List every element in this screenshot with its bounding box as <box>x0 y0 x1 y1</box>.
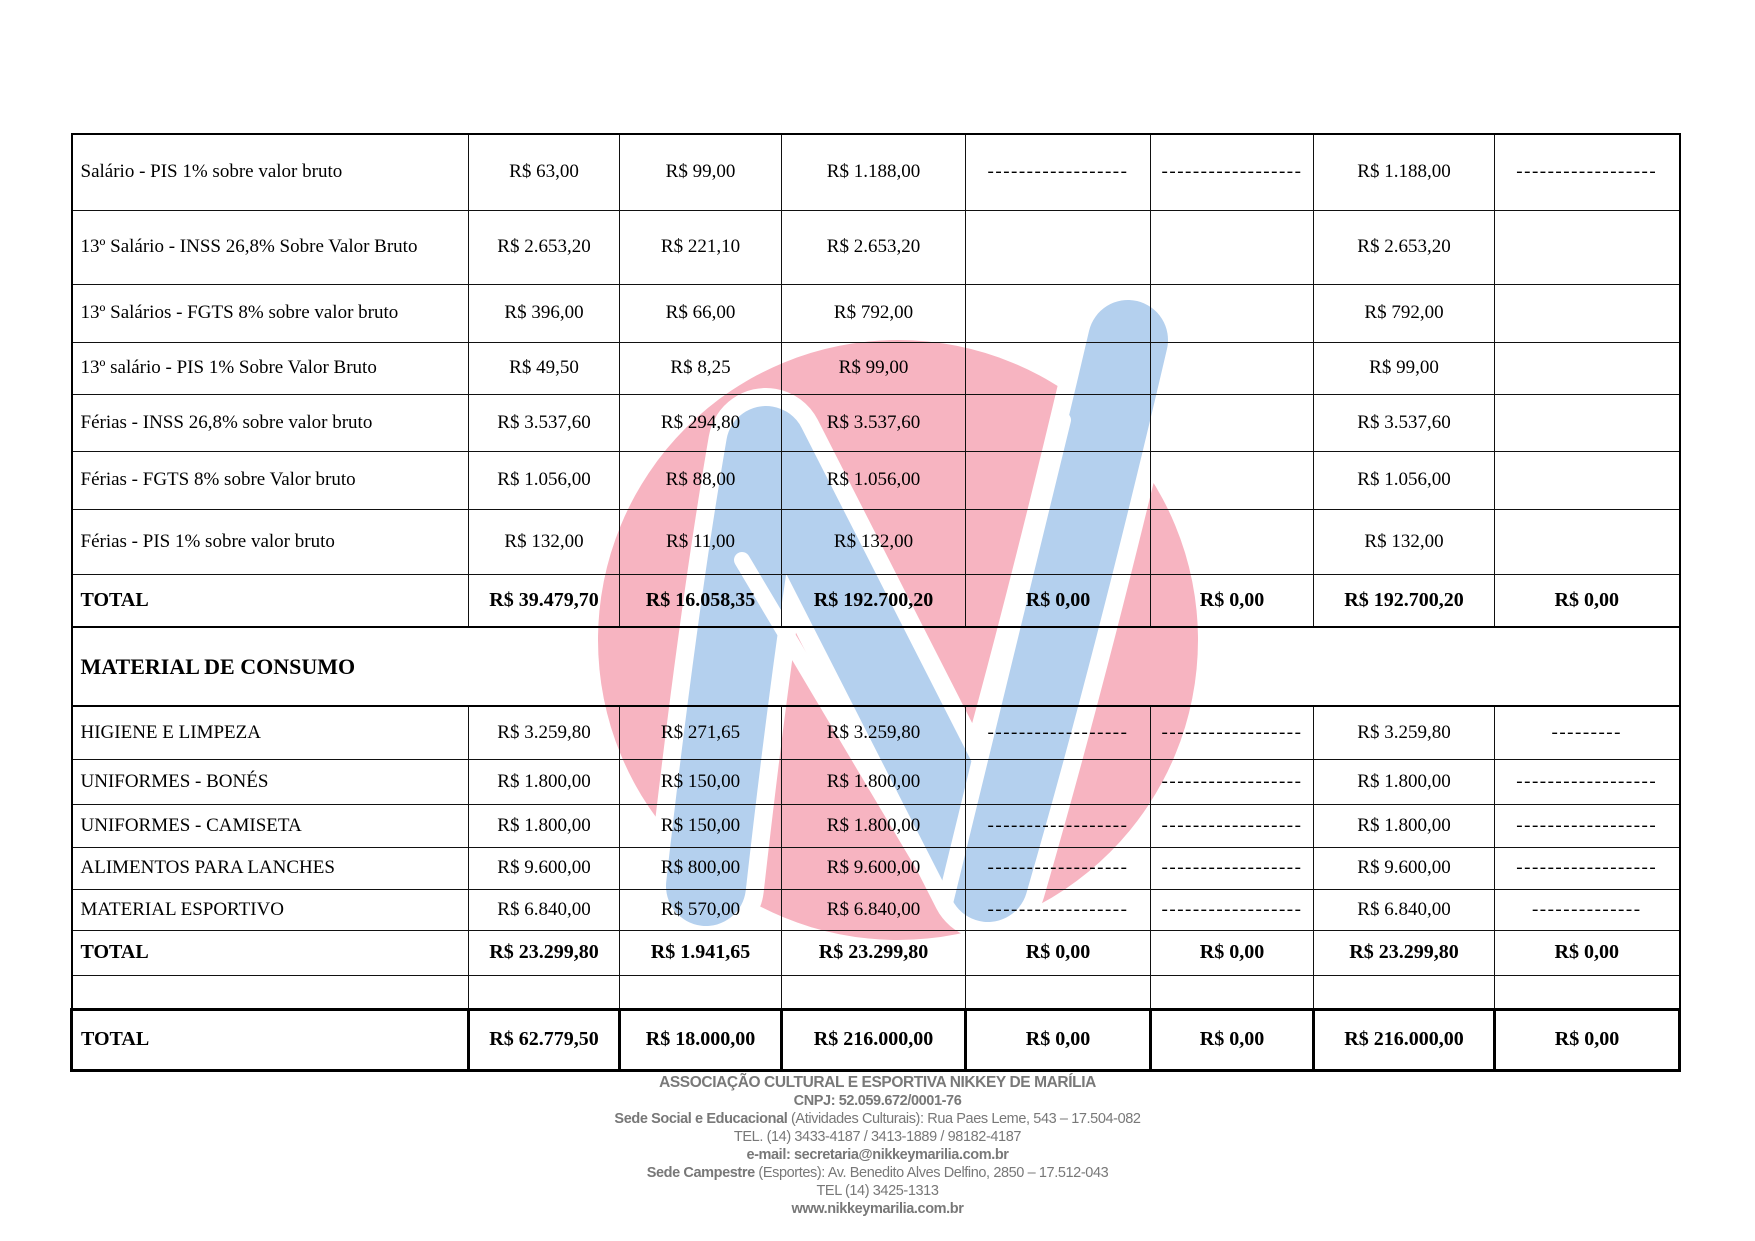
value-cell: R$ 0,00 <box>1151 1009 1314 1070</box>
value-cell: R$ 1.800,00 <box>782 759 966 804</box>
table-row <box>72 134 1680 210</box>
value-cell: R$ 216.000,00 <box>782 1009 966 1070</box>
value-cell: R$ 1.800,00 <box>1314 759 1495 804</box>
value-cell: R$ 0,00 <box>966 1009 1151 1070</box>
row-label-cell: 13º salário - PIS 1% Sobre Valor Bruto <box>72 342 469 394</box>
row-label-cell: HIGIENE E LIMPEZA <box>72 706 469 759</box>
value-cell: ------------------ <box>1495 134 1680 210</box>
value-cell: R$ 23.299,80 <box>469 930 620 975</box>
footer-text: (Atividades Culturais): Rua Paes Leme, 543 – 17.504-082 <box>787 1111 1141 1127</box>
footer-text: CNPJ: 52.059.672/0001-76 <box>793 1093 962 1109</box>
value-cell <box>469 975 620 1009</box>
value-cell <box>1495 975 1680 1009</box>
footer-text: Sede Campestre <box>646 1165 755 1181</box>
footer-text: Sede Social e Educacional <box>614 1111 788 1127</box>
value-cell: R$ 63,00 <box>469 134 620 210</box>
value-cell <box>966 210 1151 284</box>
row-label-cell: UNIFORMES - BONÉS <box>72 759 469 804</box>
value-cell <box>1151 509 1314 574</box>
value-cell: R$ 6.840,00 <box>1314 889 1495 930</box>
value-cell: R$ 0,00 <box>966 574 1151 627</box>
value-cell <box>1151 451 1314 509</box>
value-cell <box>1151 210 1314 284</box>
value-cell <box>1151 975 1314 1009</box>
value-cell: ------------------ <box>1495 804 1680 847</box>
value-cell <box>966 284 1151 342</box>
value-cell: ------------------ <box>966 804 1151 847</box>
value-cell: R$ 3.537,60 <box>782 394 966 451</box>
value-cell: ------------------ <box>1495 759 1680 804</box>
row-label-cell: ALIMENTOS PARA LANCHES <box>72 847 469 889</box>
value-cell: R$ 88,00 <box>620 451 782 509</box>
value-cell: R$ 570,00 <box>620 889 782 930</box>
value-cell <box>966 975 1151 1009</box>
value-cell: ------------------ <box>966 706 1151 759</box>
value-cell <box>1314 975 1495 1009</box>
value-cell <box>1151 394 1314 451</box>
value-cell: R$ 99,00 <box>782 342 966 394</box>
value-cell <box>1495 451 1680 509</box>
value-cell: R$ 1.941,65 <box>620 930 782 975</box>
value-cell: R$ 16.058,35 <box>620 574 782 627</box>
total-row <box>72 930 1680 975</box>
row-label-cell: Salário - PIS 1% sobre valor bruto <box>72 134 469 210</box>
value-cell: R$ 23.299,80 <box>782 930 966 975</box>
value-cell: R$ 11,00 <box>620 509 782 574</box>
value-cell: R$ 132,00 <box>782 509 966 574</box>
table-row <box>72 210 1680 284</box>
row-label-cell: TOTAL <box>72 574 469 627</box>
value-cell: ------------------ <box>1151 134 1314 210</box>
table-row <box>72 451 1680 509</box>
budget-table <box>70 133 1681 1072</box>
value-cell: R$ 1.188,00 <box>782 134 966 210</box>
value-cell <box>966 451 1151 509</box>
value-cell: R$ 1.188,00 <box>1314 134 1495 210</box>
row-label-cell: MATERIAL ESPORTIVO <box>72 889 469 930</box>
value-cell: R$ 0,00 <box>1495 574 1680 627</box>
value-cell: R$ 221,10 <box>620 210 782 284</box>
value-cell: R$ 0,00 <box>1151 930 1314 975</box>
row-label-cell: Férias - INSS 26,8% sobre valor bruto <box>72 394 469 451</box>
value-cell: R$ 3.537,60 <box>469 394 620 451</box>
value-cell: R$ 192.700,20 <box>1314 574 1495 627</box>
value-cell: R$ 792,00 <box>782 284 966 342</box>
value-cell <box>1495 509 1680 574</box>
value-cell: R$ 9.600,00 <box>1314 847 1495 889</box>
footer-text: (Esportes): Av. Benedito Alves Delfino, 2850 – 17.512-043 <box>754 1165 1109 1181</box>
table-row <box>72 342 1680 394</box>
value-cell: R$ 192.700,20 <box>782 574 966 627</box>
value-cell: R$ 150,00 <box>620 759 782 804</box>
value-cell: R$ 99,00 <box>1314 342 1495 394</box>
row-label-cell: Férias - FGTS 8% sobre Valor bruto <box>72 451 469 509</box>
row-label-cell: 13º Salários - FGTS 8% sobre valor bruto <box>72 284 469 342</box>
value-cell: R$ 294,80 <box>620 394 782 451</box>
value-cell: R$ 6.840,00 <box>469 889 620 930</box>
footer-line <box>0 1200 1755 1218</box>
value-cell: ------------------ <box>1151 804 1314 847</box>
value-cell: R$ 66,00 <box>620 284 782 342</box>
footer-text: e-mail: secretaria@nikkeymarilia.com.br <box>746 1147 1009 1163</box>
total-row <box>72 574 1680 627</box>
value-cell <box>966 394 1151 451</box>
row-label-cell: TOTAL <box>72 930 469 975</box>
value-cell: R$ 271,65 <box>620 706 782 759</box>
value-cell: R$ 0,00 <box>1495 930 1680 975</box>
value-cell <box>1495 394 1680 451</box>
value-cell <box>966 342 1151 394</box>
value-cell: R$ 3.259,80 <box>1314 706 1495 759</box>
value-cell: ------------------ <box>966 134 1151 210</box>
footer-line <box>0 1074 1755 1092</box>
footer-line <box>0 1146 1755 1164</box>
value-cell <box>1151 342 1314 394</box>
grand-total-row <box>72 1009 1680 1070</box>
value-cell <box>966 509 1151 574</box>
value-cell: R$ 0,00 <box>1151 574 1314 627</box>
row-label-cell: Férias - PIS 1% sobre valor bruto <box>72 509 469 574</box>
table-row <box>72 509 1680 574</box>
value-cell <box>966 759 1151 804</box>
table-row <box>72 889 1680 930</box>
value-cell <box>1151 284 1314 342</box>
value-cell: ------------------ <box>1151 847 1314 889</box>
value-cell: R$ 0,00 <box>966 930 1151 975</box>
value-cell: ------------------ <box>966 847 1151 889</box>
value-cell: R$ 0,00 <box>1495 1009 1680 1070</box>
section-header: MATERIAL DE CONSUMO <box>72 627 1680 706</box>
value-cell: R$ 132,00 <box>1314 509 1495 574</box>
table-row <box>72 284 1680 342</box>
value-cell: R$ 49,50 <box>469 342 620 394</box>
footer-text: TEL. (14) 3433-4187 / 3413-1889 / 98182-4187 <box>733 1129 1022 1145</box>
table-row <box>72 394 1680 451</box>
value-cell: R$ 216.000,00 <box>1314 1009 1495 1070</box>
value-cell: ------------------ <box>966 889 1151 930</box>
value-cell: R$ 792,00 <box>1314 284 1495 342</box>
value-cell <box>1495 210 1680 284</box>
value-cell <box>1495 342 1680 394</box>
value-cell: R$ 1.800,00 <box>782 804 966 847</box>
value-cell <box>782 975 966 1009</box>
value-cell: R$ 1.800,00 <box>469 759 620 804</box>
footer-line <box>0 1092 1755 1110</box>
value-cell: R$ 800,00 <box>620 847 782 889</box>
value-cell: R$ 3.537,60 <box>1314 394 1495 451</box>
value-cell: R$ 1.056,00 <box>469 451 620 509</box>
value-cell <box>1495 284 1680 342</box>
value-cell: R$ 1.800,00 <box>469 804 620 847</box>
value-cell: ------------------ <box>1495 847 1680 889</box>
value-cell: ------------------ <box>1151 889 1314 930</box>
value-cell: R$ 62.779,50 <box>469 1009 620 1070</box>
footer <box>0 1074 1755 1218</box>
value-cell: R$ 9.600,00 <box>469 847 620 889</box>
section-row <box>72 627 1680 706</box>
footer-line <box>0 1164 1755 1182</box>
value-cell: R$ 150,00 <box>620 804 782 847</box>
value-cell: R$ 39.479,70 <box>469 574 620 627</box>
spacer-row <box>72 975 1680 1009</box>
value-cell: R$ 2.653,20 <box>1314 210 1495 284</box>
value-cell: R$ 9.600,00 <box>782 847 966 889</box>
value-cell <box>620 975 782 1009</box>
value-cell: R$ 132,00 <box>469 509 620 574</box>
value-cell: ------------------ <box>1151 759 1314 804</box>
value-cell: R$ 3.259,80 <box>469 706 620 759</box>
table-row <box>72 759 1680 804</box>
row-label-cell: UNIFORMES - CAMISETA <box>72 804 469 847</box>
value-cell: R$ 396,00 <box>469 284 620 342</box>
footer-text: ASSOCIAÇÃO CULTURAL E ESPORTIVA NIKKEY DE MARÍLIA <box>659 1074 1096 1091</box>
footer-line <box>0 1128 1755 1146</box>
footer-line <box>0 1182 1755 1200</box>
value-cell: R$ 6.840,00 <box>782 889 966 930</box>
row-label-cell: 13º Salário - INSS 26,8% Sobre Valor Bruto <box>72 210 469 284</box>
value-cell: R$ 3.259,80 <box>782 706 966 759</box>
value-cell: R$ 1.800,00 <box>1314 804 1495 847</box>
footer-text: www.nikkeymarilia.com.br <box>791 1201 964 1217</box>
value-cell: ------------------ <box>1151 706 1314 759</box>
table-row <box>72 804 1680 847</box>
value-cell: R$ 18.000,00 <box>620 1009 782 1070</box>
value-cell: -------------- <box>1495 889 1680 930</box>
value-cell: R$ 2.653,20 <box>469 210 620 284</box>
table-row <box>72 706 1680 759</box>
value-cell: R$ 1.056,00 <box>782 451 966 509</box>
value-cell: R$ 23.299,80 <box>1314 930 1495 975</box>
row-label-cell: TOTAL <box>72 1009 469 1070</box>
footer-line <box>0 1110 1755 1128</box>
value-cell: R$ 8,25 <box>620 342 782 394</box>
table-row <box>72 847 1680 889</box>
value-cell: --------- <box>1495 706 1680 759</box>
row-label-cell <box>72 975 469 1009</box>
footer-text: TEL (14) 3425-1313 <box>816 1183 939 1199</box>
value-cell: R$ 2.653,20 <box>782 210 966 284</box>
value-cell: R$ 1.056,00 <box>1314 451 1495 509</box>
value-cell: R$ 99,00 <box>620 134 782 210</box>
